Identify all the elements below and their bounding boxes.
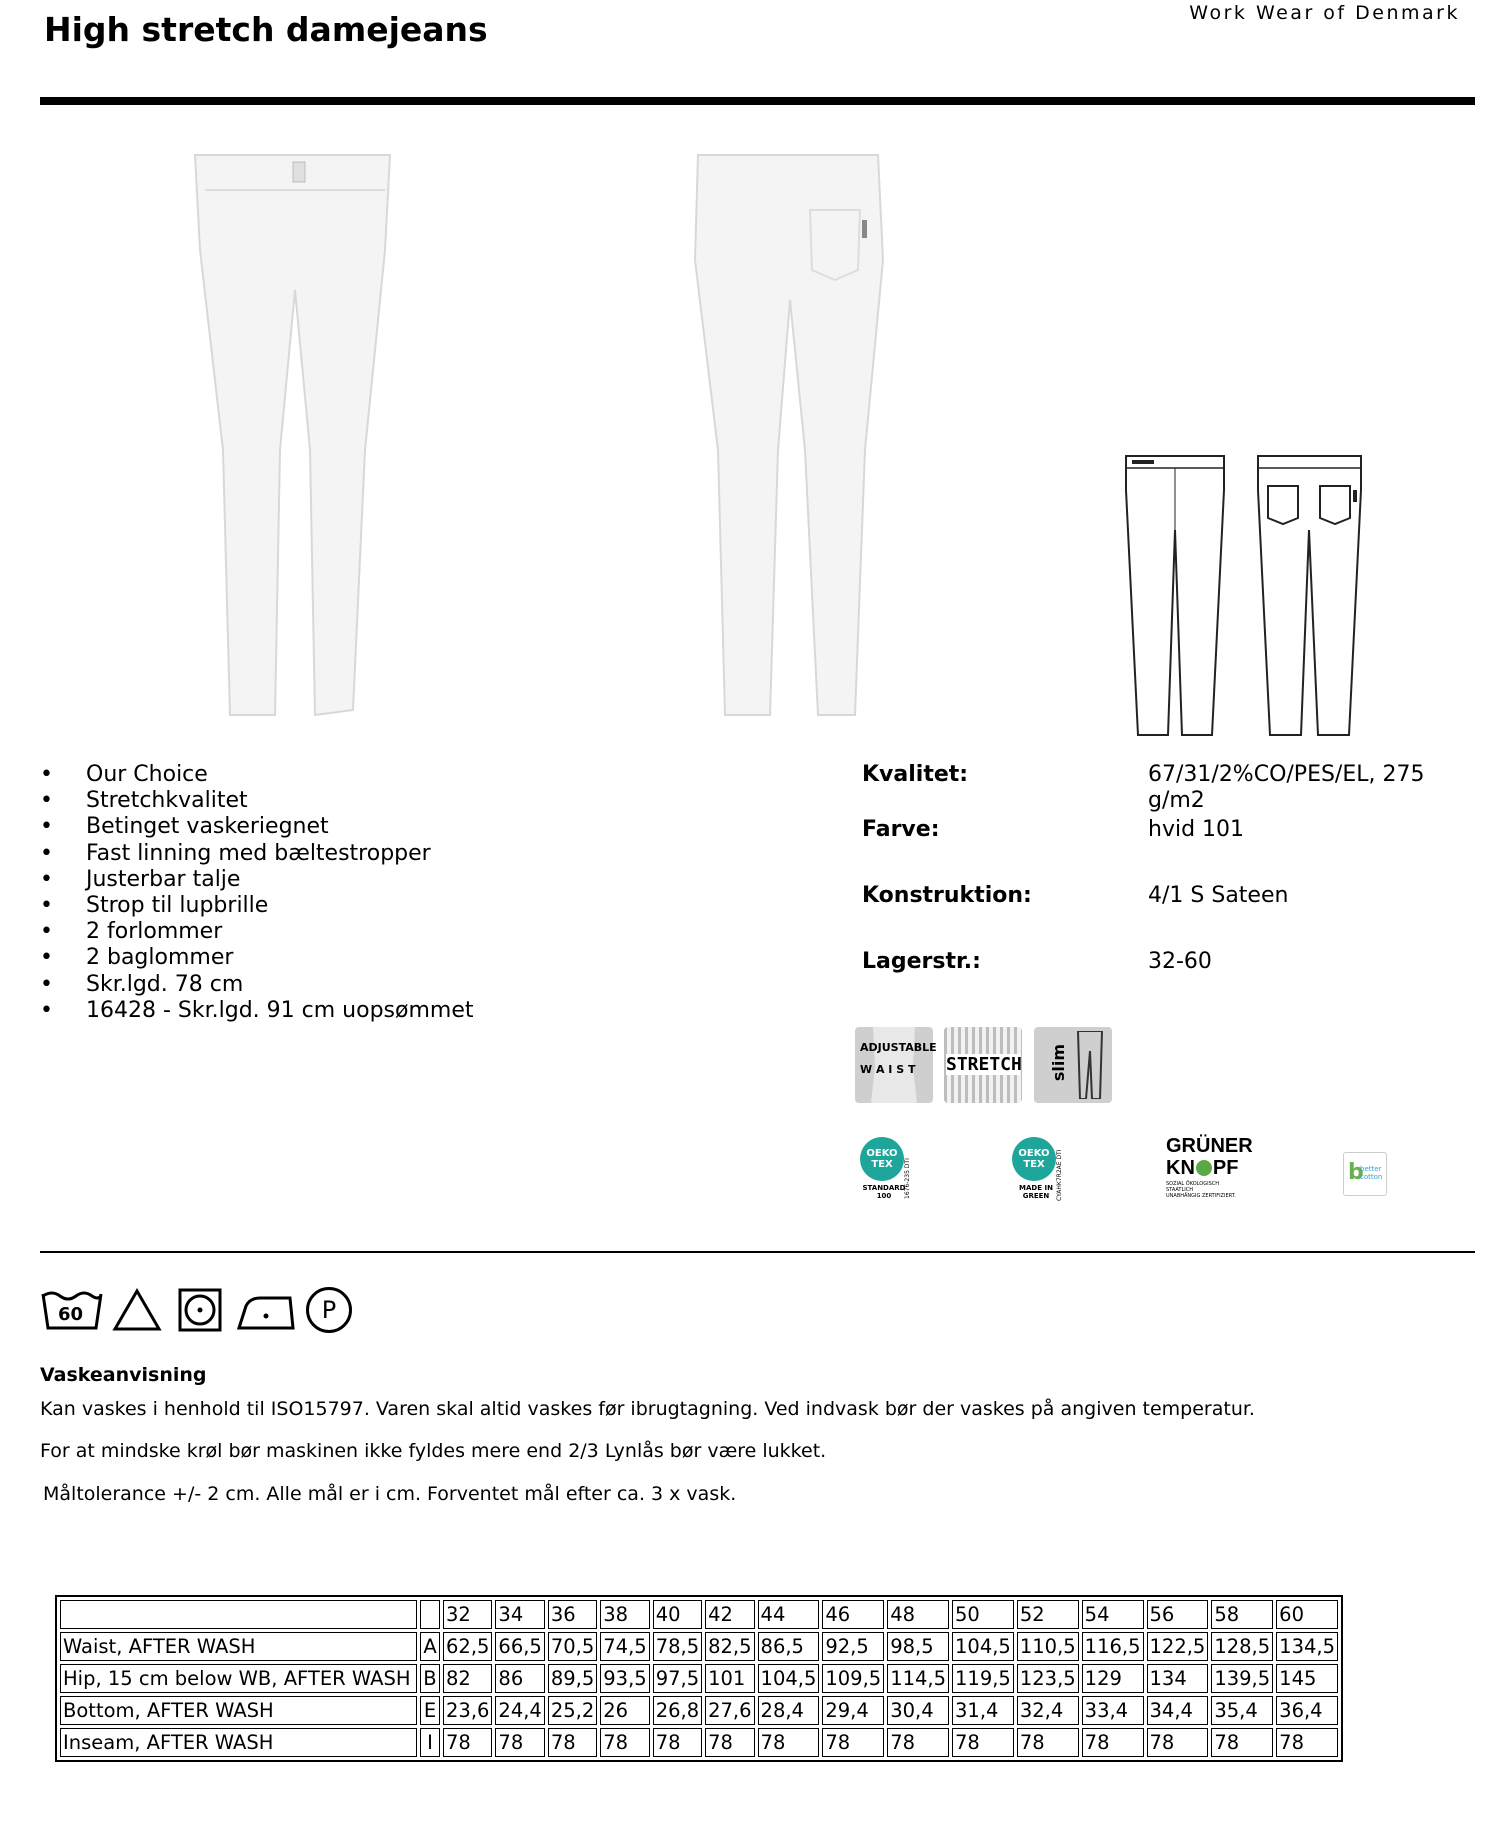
feature-item: • 16428 - Skr.lgd. 91 cm uopsømmet bbox=[40, 998, 473, 1024]
measurement-value-cell: 78 bbox=[495, 1728, 544, 1757]
logo-text: KN bbox=[1166, 1157, 1195, 1179]
slim-fit-badge bbox=[1034, 1027, 1112, 1103]
measurement-value-cell: 78 bbox=[887, 1728, 949, 1757]
logo-text: GRÜNER bbox=[1166, 1135, 1253, 1157]
care-paragraph: For at mindske krøl bør maskinen ikke fyldes mere end 2/3 Lynlås bør være lukket. bbox=[40, 1440, 827, 1462]
logo-text: UNABHÄNGIG ZERTIFIZIERT. bbox=[1166, 1193, 1236, 1199]
measurement-value-cell: 78 bbox=[443, 1728, 492, 1757]
logo-text: PF bbox=[1212, 1157, 1239, 1179]
spec-value: 67/31/2%CO/PES/EL, 275 g/m2 bbox=[1148, 762, 1425, 813]
measurement-code-cell: E bbox=[420, 1696, 440, 1725]
measurement-value-cell: 78 bbox=[705, 1728, 754, 1757]
spec-value: 32-60 bbox=[1148, 949, 1212, 974]
header-divider bbox=[40, 97, 1475, 105]
button-icon bbox=[1196, 1160, 1212, 1176]
measurement-code-cell: B bbox=[420, 1664, 440, 1693]
measurement-value-cell: 26 bbox=[600, 1696, 649, 1725]
measurement-value-cell: 74,5 bbox=[600, 1632, 649, 1661]
badge-text: STRETCH bbox=[946, 1054, 1022, 1075]
logo-wordmark bbox=[1166, 1157, 1238, 1180]
measurement-value-cell: 82,5 bbox=[705, 1632, 754, 1661]
front-flat-sketch bbox=[1120, 450, 1230, 740]
feature-item: • Our Choice bbox=[40, 762, 473, 788]
spec-label: Lagerstr.: bbox=[862, 949, 981, 974]
stretch-badge bbox=[944, 1027, 1022, 1103]
measurement-value-cell: 78 bbox=[1147, 1728, 1209, 1757]
spec-label: Farve: bbox=[862, 817, 940, 842]
measurement-value-cell: 86,5 bbox=[758, 1632, 820, 1661]
size-header-cell: 34 bbox=[495, 1600, 544, 1629]
table-header-row bbox=[60, 1600, 1338, 1629]
measurement-value-cell: 128,5 bbox=[1211, 1632, 1273, 1661]
feature-item: • Stretchkvalitet bbox=[40, 788, 473, 814]
measurement-value-cell: 34,4 bbox=[1147, 1696, 1209, 1725]
badge-text: ADJUSTABLE bbox=[860, 1041, 937, 1054]
measurement-value-cell: 31,4 bbox=[952, 1696, 1014, 1725]
size-header-cell: 48 bbox=[887, 1600, 949, 1629]
measurement-value-cell: 66,5 bbox=[495, 1632, 544, 1661]
measurement-value-cell: 93,5 bbox=[600, 1664, 649, 1693]
bleach-triangle-icon bbox=[112, 1288, 162, 1332]
table-row bbox=[60, 1728, 1338, 1757]
care-paragraph: Måltolerance +/- 2 cm. Alle mål er i cm. Forventet mål efter ca. 3 x vask. bbox=[43, 1483, 737, 1505]
leg-silhouette-icon bbox=[1072, 1031, 1108, 1099]
adjustable-waist-badge bbox=[855, 1027, 937, 1103]
feature-item: • 2 forlommer bbox=[40, 919, 473, 945]
size-header-cell: 40 bbox=[653, 1600, 702, 1629]
care-paragraph: Kan vaskes i henhold til ISO15797. Varen skal altid vaskes før ibrugtagning. Ved indvask bør der vaskes på angiven temperatur. bbox=[40, 1398, 1255, 1420]
measurement-value-cell: 78 bbox=[1211, 1728, 1273, 1757]
measurement-value-cell: 27,6 bbox=[705, 1696, 754, 1725]
measurement-value-cell: 29,4 bbox=[822, 1696, 884, 1725]
section-divider bbox=[40, 1251, 1475, 1253]
wash-temperature: 60 bbox=[58, 1304, 84, 1325]
measurement-value-cell: 101 bbox=[705, 1664, 754, 1693]
measurement-value-cell: 98,5 bbox=[887, 1632, 949, 1661]
logo-text: STANDARD bbox=[862, 1184, 906, 1192]
size-header-cell: 36 bbox=[548, 1600, 597, 1629]
measurement-value-cell: 78 bbox=[653, 1728, 702, 1757]
logo-caption bbox=[860, 1184, 908, 1200]
badge-text: slim bbox=[1049, 1043, 1069, 1082]
size-header-cell: 38 bbox=[600, 1600, 649, 1629]
measurement-value-cell: 35,4 bbox=[1211, 1696, 1273, 1725]
size-header-cell: 52 bbox=[1017, 1600, 1079, 1629]
measurement-value-cell: 139,5 bbox=[1211, 1664, 1273, 1693]
feature-item: • Strop til lupbrille bbox=[40, 893, 473, 919]
front-product-image bbox=[185, 150, 405, 720]
measurement-label-cell: Inseam, AFTER WASH bbox=[60, 1728, 417, 1757]
feature-list bbox=[40, 762, 473, 1024]
feature-item: • 2 baglommer bbox=[40, 945, 473, 971]
professional-dry-clean-icon bbox=[306, 1287, 352, 1333]
size-header-cell: 32 bbox=[443, 1600, 492, 1629]
measurement-value-cell: 70,5 bbox=[548, 1632, 597, 1661]
leaf-b-icon: b bbox=[1348, 1160, 1364, 1185]
measurement-value-cell: 62,5 bbox=[443, 1632, 492, 1661]
page-title: High stretch damejeans bbox=[44, 10, 488, 49]
measurement-value-cell: 123,5 bbox=[1017, 1664, 1079, 1693]
logo-text: TEX bbox=[1023, 1159, 1045, 1170]
measurement-value-cell: 104,5 bbox=[952, 1632, 1014, 1661]
size-table bbox=[55, 1595, 1343, 1762]
measurement-label-cell: Bottom, AFTER WASH bbox=[60, 1696, 417, 1725]
logo-caption bbox=[1012, 1184, 1060, 1200]
measurement-value-cell: 23,6 bbox=[443, 1696, 492, 1725]
measurement-value-cell: 145 bbox=[1276, 1664, 1338, 1693]
logo-text: GREEN bbox=[1022, 1192, 1050, 1200]
size-header-cell: 54 bbox=[1082, 1600, 1144, 1629]
measurement-value-cell: 122,5 bbox=[1147, 1632, 1209, 1661]
badge-text: W A I S T bbox=[860, 1063, 916, 1076]
feature-item: • Skr.lgd. 78 cm bbox=[40, 972, 473, 998]
size-header-cell: 58 bbox=[1211, 1600, 1273, 1629]
oeko-tex-standard-logo bbox=[858, 1137, 928, 1217]
measurement-value-cell: 36,4 bbox=[1276, 1696, 1338, 1725]
measurement-value-cell: 78 bbox=[758, 1728, 820, 1757]
iron-icon bbox=[236, 1288, 296, 1332]
brand-name: Work Wear of Denmark bbox=[1189, 2, 1460, 24]
spec-label: Kvalitet: bbox=[862, 762, 969, 787]
oeko-tex-icon bbox=[1012, 1137, 1056, 1181]
logo-text: 100 bbox=[876, 1192, 892, 1200]
feature-item: • Fast linning med bæltestropper bbox=[40, 841, 473, 867]
measurement-value-cell: 24,4 bbox=[495, 1696, 544, 1725]
measurement-value-cell: 28,4 bbox=[758, 1696, 820, 1725]
measurement-value-cell: 134 bbox=[1147, 1664, 1209, 1693]
logo-text: OEKO bbox=[1018, 1148, 1050, 1159]
measurement-value-cell: 92,5 bbox=[822, 1632, 884, 1661]
measurement-value-cell: 78 bbox=[822, 1728, 884, 1757]
table-row bbox=[60, 1696, 1338, 1725]
measurement-code-cell: I bbox=[420, 1728, 440, 1757]
measurement-label-cell: Waist, AFTER WASH bbox=[60, 1632, 417, 1661]
measurement-value-cell: 78 bbox=[548, 1728, 597, 1757]
measurement-value-cell: 30,4 bbox=[887, 1696, 949, 1725]
gruner-knopf-logo bbox=[1166, 1135, 1253, 1205]
measurement-label-cell: Hip, 15 cm below WB, AFTER WASH bbox=[60, 1664, 417, 1693]
logo-text-block bbox=[1360, 1165, 1382, 1181]
measurement-value-cell: 89,5 bbox=[548, 1664, 597, 1693]
measurement-value-cell: 129 bbox=[1082, 1664, 1144, 1693]
measurement-value-cell: 110,5 bbox=[1017, 1632, 1079, 1661]
spec-value: hvid 101 bbox=[1148, 817, 1245, 842]
measurement-value-cell: 119,5 bbox=[952, 1664, 1014, 1693]
size-header-cell: 46 bbox=[822, 1600, 884, 1629]
back-flat-sketch bbox=[1252, 450, 1367, 740]
size-header-cell: 50 bbox=[952, 1600, 1014, 1629]
spec-label: Konstruktion: bbox=[862, 883, 1032, 908]
logo-text: MADE IN bbox=[1019, 1184, 1053, 1192]
measurement-value-cell: 82 bbox=[443, 1664, 492, 1693]
measurement-value-cell: 109,5 bbox=[822, 1664, 884, 1693]
measurement-code-cell: A bbox=[420, 1632, 440, 1661]
measurement-value-cell: 78,5 bbox=[653, 1632, 702, 1661]
size-header-cell: 60 bbox=[1276, 1600, 1338, 1629]
logo-subtext bbox=[1166, 1181, 1246, 1199]
oeko-tex-made-in-green-logo bbox=[1010, 1137, 1080, 1217]
measurement-value-cell: 26,8 bbox=[653, 1696, 702, 1725]
better-cotton-logo bbox=[1343, 1152, 1387, 1196]
measurement-value-cell: 25,2 bbox=[548, 1696, 597, 1725]
table-row bbox=[60, 1664, 1338, 1693]
measurement-value-cell: 134,5 bbox=[1276, 1632, 1338, 1661]
header-label-cell bbox=[60, 1600, 417, 1629]
size-header-cell: 42 bbox=[705, 1600, 754, 1629]
measurement-value-cell: 116,5 bbox=[1082, 1632, 1144, 1661]
dry-clean-letter: P bbox=[321, 1296, 337, 1324]
feature-item: • Justerbar talje bbox=[40, 867, 473, 893]
back-product-image bbox=[690, 150, 890, 720]
size-table-body bbox=[60, 1600, 1338, 1757]
logo-text: 1676-235 DTI bbox=[904, 1158, 911, 1199]
oeko-tex-icon bbox=[860, 1137, 904, 1181]
tumble-dry-icon bbox=[178, 1288, 222, 1332]
logo-text: TEX bbox=[871, 1159, 893, 1170]
logo-text: SOZIAL ÖKOLOGISCH STAATLICH bbox=[1166, 1181, 1219, 1193]
logo-text: better bbox=[1360, 1165, 1382, 1173]
measurement-value-cell: 33,4 bbox=[1082, 1696, 1144, 1725]
feature-item: • Betinget vaskeriegnet bbox=[40, 814, 473, 840]
measurement-value-cell: 97,5 bbox=[653, 1664, 702, 1693]
size-header-cell: 56 bbox=[1147, 1600, 1209, 1629]
measurement-value-cell: 78 bbox=[1276, 1728, 1338, 1757]
measurement-value-cell: 32,4 bbox=[1017, 1696, 1079, 1725]
measurement-value-cell: 104,5 bbox=[758, 1664, 820, 1693]
measurement-value-cell: 114,5 bbox=[887, 1664, 949, 1693]
logo-text: CYAHK7R2AE DTI bbox=[1056, 1149, 1063, 1201]
measurement-value-cell: 78 bbox=[1017, 1728, 1079, 1757]
measurement-value-cell: 78 bbox=[1082, 1728, 1144, 1757]
measurement-value-cell: 78 bbox=[952, 1728, 1014, 1757]
measurement-value-cell: 86 bbox=[495, 1664, 544, 1693]
care-heading: Vaskeanvisning bbox=[40, 1364, 207, 1386]
table-row bbox=[60, 1632, 1338, 1661]
measurement-value-cell: 78 bbox=[600, 1728, 649, 1757]
logo-text: OEKO bbox=[866, 1148, 898, 1159]
spec-value: 4/1 S Sateen bbox=[1148, 883, 1289, 908]
header-code-cell bbox=[420, 1600, 440, 1629]
logo-text: cotton bbox=[1360, 1173, 1383, 1181]
size-header-cell: 44 bbox=[758, 1600, 820, 1629]
